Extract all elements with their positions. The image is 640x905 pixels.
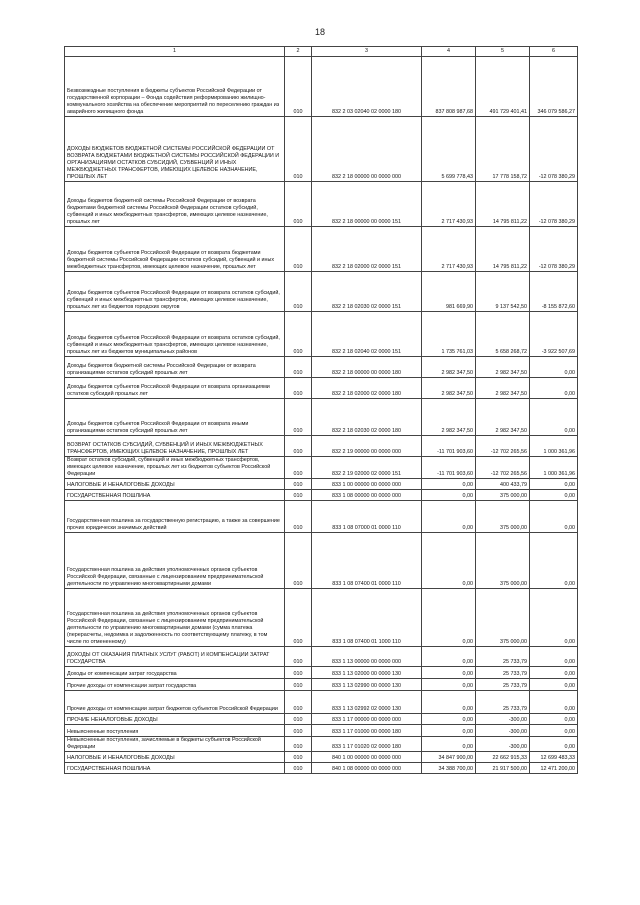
budget-classification-code-cell: 832 2 19 02000 02 0000 151 [312, 457, 422, 479]
table-row [65, 501, 578, 533]
unexecuted-value-cell: 346 079 586,27 [530, 57, 578, 117]
executed-value-cell: 2 982 347,50 [476, 399, 530, 436]
table-row [65, 490, 578, 501]
executed-value-cell: 25 733,79 [476, 679, 530, 691]
unexecuted-value-cell: -12 078 380,29 [530, 182, 578, 227]
budget-classification-code-cell: 832 2 18 02000 02 0000 180 [312, 378, 422, 399]
budget-classification-code-cell: 832 2 18 02040 02 0000 151 [312, 312, 422, 357]
approved-value-cell: 0,00 [422, 737, 476, 752]
approved-value-cell: 981 669,90 [422, 272, 476, 312]
unexecuted-value-cell: 0,00 [530, 647, 578, 667]
indicator-name-cell: ВОЗВРАТ ОСТАТКОВ СУБСИДИЙ, СУБВЕНЦИЙ И ИНЫХ МЕЖБЮДЖЕТНЫХ ТРАНСФЕРТОВ, ИМЕЮЩИХ ЦЕЛЕВОЕ НАЗНАЧЕНИЕ, ПРОШЛЫХ ЛЕТ [65, 436, 285, 457]
line-code-cell: 010 [285, 714, 312, 725]
line-code-cell: 010 [285, 501, 312, 533]
approved-value-cell: -11 701 903,60 [422, 436, 476, 457]
executed-value-cell: -300,00 [476, 714, 530, 725]
indicator-name-cell: ДОХОДЫ БЮДЖЕТОВ БЮДЖЕТНОЙ СИСТЕМЫ РОССИЙСКОЙ ФЕДЕРАЦИИ ОТ ВОЗВРАТА БЮДЖЕТАМИ БЮДЖЕТНОЙ СИСТЕМЫ РОССИЙСКОЙ ФЕДЕРАЦИИ И ОРГАНИЗАЦИЯМИ ОСТАТКОВ СУБСИДИЙ, СУБВЕНЦИЙ И ИНЫХ МЕЖБЮДЖЕТНЫХ ТРАНСФЕРТОВ, ИМЕЮЩИХ ЦЕЛЕВОЕ НАЗНАЧЕНИЕ, ПРОШЛЫХ ЛЕТ [65, 117, 285, 182]
budget-classification-code-cell: 833 1 00 00000 00 0000 000 [312, 479, 422, 490]
table-row [65, 479, 578, 490]
budget-classification-code-cell: 832 2 18 02030 02 0000 180 [312, 399, 422, 436]
indicator-name-cell: Доходы бюджетов бюджетной системы Российской Федерации от возврата организациями остатков субсидий прошлых лет [65, 357, 285, 378]
indicator-name-cell: Доходы бюджетов субъектов Российской Федерации от возврата иными организациями остатков субсидий прошлых лет [65, 399, 285, 436]
approved-value-cell: 0,00 [422, 490, 476, 501]
executed-value-cell: 375 000,00 [476, 501, 530, 533]
line-code-cell: 010 [285, 479, 312, 490]
budget-classification-code-cell: 833 1 17 00000 00 0000 000 [312, 714, 422, 725]
table-row [65, 647, 578, 667]
executed-value-cell: 21 917 500,00 [476, 763, 530, 774]
executed-value-cell: -300,00 [476, 725, 530, 737]
approved-value-cell: 1 735 761,03 [422, 312, 476, 357]
table-row [65, 399, 578, 436]
table-row [65, 378, 578, 399]
unexecuted-value-cell: 12 471 200,00 [530, 763, 578, 774]
approved-value-cell: -11 701 903,60 [422, 457, 476, 479]
column-number-row [65, 47, 578, 57]
approved-value-cell: 34 388 700,00 [422, 763, 476, 774]
line-code-cell: 010 [285, 436, 312, 457]
approved-value-cell: 2 982 347,50 [422, 357, 476, 378]
executed-value-cell: -300,00 [476, 737, 530, 752]
approved-value-cell: 0,00 [422, 589, 476, 647]
budget-classification-code-cell: 833 1 17 01020 02 0000 180 [312, 737, 422, 752]
budget-classification-code-cell: 833 1 08 07000 01 0000 110 [312, 501, 422, 533]
line-code-cell: 010 [285, 182, 312, 227]
column-number: 5 [476, 47, 530, 57]
table-row [65, 714, 578, 725]
approved-value-cell: 0,00 [422, 714, 476, 725]
line-code-cell: 010 [285, 457, 312, 479]
budget-classification-code-cell: 832 2 18 02000 02 0000 151 [312, 227, 422, 272]
approved-value-cell: 2 982 347,50 [422, 378, 476, 399]
unexecuted-value-cell: 0,00 [530, 679, 578, 691]
budget-classification-code-cell: 840 1 08 00000 00 0000 000 [312, 763, 422, 774]
unexecuted-value-cell: 0,00 [530, 479, 578, 490]
budget-classification-code-cell: 832 2 18 00000 00 0000 000 [312, 117, 422, 182]
executed-value-cell: 2 982 347,50 [476, 357, 530, 378]
budget-classification-code-cell: 833 1 17 01000 00 0000 180 [312, 725, 422, 737]
table-row [65, 117, 578, 182]
line-code-cell: 010 [285, 378, 312, 399]
approved-value-cell: 0,00 [422, 679, 476, 691]
table-row [65, 679, 578, 691]
line-code-cell: 010 [285, 227, 312, 272]
approved-value-cell: 0,00 [422, 647, 476, 667]
unexecuted-value-cell: 0,00 [530, 533, 578, 589]
column-number: 3 [312, 47, 422, 57]
line-code-cell: 010 [285, 737, 312, 752]
budget-classification-code-cell: 832 2 18 00000 00 0000 151 [312, 182, 422, 227]
unexecuted-value-cell: 0,00 [530, 714, 578, 725]
line-code-cell: 010 [285, 647, 312, 667]
approved-value-cell: 0,00 [422, 725, 476, 737]
approved-value-cell: 2 717 430,93 [422, 227, 476, 272]
budget-classification-code-cell: 833 1 13 02000 00 0000 130 [312, 667, 422, 679]
indicator-name-cell: ГОСУДАРСТВЕННАЯ ПОШЛИНА [65, 763, 285, 774]
budget-classification-code-cell: 833 1 08 07400 01 1000 110 [312, 589, 422, 647]
executed-value-cell: 9 137 542,50 [476, 272, 530, 312]
budget-classification-code-cell: 832 2 19 00000 00 0000 000 [312, 436, 422, 457]
table-row [65, 533, 578, 589]
column-number: 4 [422, 47, 476, 57]
indicator-name-cell: НАЛОГОВЫЕ И НЕНАЛОГОВЫЕ ДОХОДЫ [65, 479, 285, 490]
indicator-name-cell: Доходы бюджетов субъектов Российской Федерации от возврата организациями остатков субсидий прошлых лет [65, 378, 285, 399]
table-row [65, 457, 578, 479]
budget-classification-code-cell: 833 1 13 00000 00 0000 000 [312, 647, 422, 667]
executed-value-cell: 25 733,79 [476, 691, 530, 714]
unexecuted-value-cell: 0,00 [530, 378, 578, 399]
executed-value-cell: 25 733,79 [476, 667, 530, 679]
column-number: 2 [285, 47, 312, 57]
executed-value-cell: -12 702 265,56 [476, 436, 530, 457]
executed-value-cell: 491 729 401,41 [476, 57, 530, 117]
unexecuted-value-cell: 0,00 [530, 667, 578, 679]
budget-classification-code-cell: 833 1 13 02990 00 0000 130 [312, 679, 422, 691]
column-number: 1 [65, 47, 285, 57]
unexecuted-value-cell: 0,00 [530, 399, 578, 436]
unexecuted-value-cell: 0,00 [530, 357, 578, 378]
line-code-cell: 010 [285, 589, 312, 647]
approved-value-cell: 2 982 347,50 [422, 399, 476, 436]
indicator-name-cell: Доходы бюджетов субъектов Российской Федерации от возврата остатков субсидий, субвенций и иных межбюджетных трансфертов, имеющих целевое назначение, прошлых лет из бюджетов городских округов [65, 272, 285, 312]
executed-value-cell: 22 662 915,33 [476, 752, 530, 763]
executed-value-cell: 25 733,79 [476, 647, 530, 667]
table-row [65, 691, 578, 714]
indicator-name-cell: Государственная пошлина за государственную регистрацию, а также за совершение прочих юридически значимых действий [65, 501, 285, 533]
approved-value-cell: 837 808 987,68 [422, 57, 476, 117]
indicator-name-cell: Возврат остатков субсидий, субвенций и иных межбюджетных трансфертов, имеющих целевое назначение, прошлых лет из бюджетов субъектов Российской Федерации [65, 457, 285, 479]
line-code-cell: 010 [285, 691, 312, 714]
unexecuted-value-cell: 0,00 [530, 490, 578, 501]
budget-classification-code-cell: 833 1 13 02992 02 0000 130 [312, 691, 422, 714]
indicator-name-cell: ДОХОДЫ ОТ ОКАЗАНИЯ ПЛАТНЫХ УСЛУГ (РАБОТ) И КОМПЕНСАЦИИ ЗАТРАТ ГОСУДАРСТВА [65, 647, 285, 667]
indicator-name-cell: Прочие доходы от компенсации затрат государства [65, 679, 285, 691]
approved-value-cell: 0,00 [422, 691, 476, 714]
line-code-cell: 010 [285, 399, 312, 436]
budget-classification-code-cell: 840 1 00 00000 00 0000 000 [312, 752, 422, 763]
table-row [65, 667, 578, 679]
indicator-name-cell: Доходы от компенсации затрат государства [65, 667, 285, 679]
line-code-cell: 010 [285, 763, 312, 774]
unexecuted-value-cell: -12 078 380,29 [530, 117, 578, 182]
table-row [65, 737, 578, 752]
indicator-name-cell: Доходы бюджетов бюджетной системы Российской Федерации от возврата бюджетами бюджетной системы Российской Федерации остатков субсидий, субвенций и иных межбюджетных трансфертов, имеющих целевое назначение, прошлых лет [65, 182, 285, 227]
unexecuted-value-cell: 0,00 [530, 501, 578, 533]
indicator-name-cell: Невыясненные поступления [65, 725, 285, 737]
unexecuted-value-cell: 0,00 [530, 737, 578, 752]
line-code-cell: 010 [285, 272, 312, 312]
executed-value-cell: 5 658 268,72 [476, 312, 530, 357]
line-code-cell: 010 [285, 117, 312, 182]
budget-classification-code-cell: 832 2 18 02030 02 0000 151 [312, 272, 422, 312]
table-row [65, 182, 578, 227]
line-code-cell: 010 [285, 667, 312, 679]
table-row [65, 227, 578, 272]
indicator-name-cell: Государственная пошлина за действия уполномоченных органов субъектов Российской Федерации, связанные с лицензированием предпринимательской деятельности по управлению многоквартирными домами (сумма платежа (перерасчеты, недоимка и задолженность по соответствующему платежу, в том числе по отмененному) [65, 589, 285, 647]
table-row [65, 272, 578, 312]
line-code-cell: 010 [285, 725, 312, 737]
unexecuted-value-cell: 0,00 [530, 691, 578, 714]
indicator-name-cell: Прочие доходы от компенсации затрат бюджетов субъектов Российской Федерации [65, 691, 285, 714]
line-code-cell: 010 [285, 679, 312, 691]
line-code-cell: 010 [285, 752, 312, 763]
table-row [65, 763, 578, 774]
budget-classification-code-cell: 833 1 08 07400 01 0000 110 [312, 533, 422, 589]
executed-value-cell: 375 000,00 [476, 589, 530, 647]
indicator-name-cell: ГОСУДАРСТВЕННАЯ ПОШЛИНА [65, 490, 285, 501]
indicator-name-cell: Невыясненные поступления, зачисляемые в бюджеты субъектов Российской Федерации [65, 737, 285, 752]
table-row [65, 312, 578, 357]
indicator-name-cell: Доходы бюджетов субъектов Российской Федерации от возврата бюджетами бюджетной системы Российской Федерации остатков субсидий, субвенций и иных межбюджетных трансфертов, имеющих целевое назначение, прошлых лет [65, 227, 285, 272]
table-row [65, 725, 578, 737]
table-row [65, 357, 578, 378]
executed-value-cell: 17 778 158,72 [476, 117, 530, 182]
unexecuted-value-cell: 0,00 [530, 725, 578, 737]
executed-value-cell: 14 795 811,22 [476, 182, 530, 227]
approved-value-cell: 0,00 [422, 667, 476, 679]
indicator-name-cell: НАЛОГОВЫЕ И НЕНАЛОГОВЫЕ ДОХОДЫ [65, 752, 285, 763]
table-row [65, 752, 578, 763]
approved-value-cell: 2 717 430,93 [422, 182, 476, 227]
executed-value-cell: 375 000,00 [476, 490, 530, 501]
approved-value-cell: 34 847 900,00 [422, 752, 476, 763]
approved-value-cell: 5 699 778,43 [422, 117, 476, 182]
budget-classification-code-cell: 832 2 03 02040 02 0000 180 [312, 57, 422, 117]
table-row [65, 436, 578, 457]
unexecuted-value-cell: 1 000 361,96 [530, 436, 578, 457]
line-code-cell: 010 [285, 533, 312, 589]
line-code-cell: 010 [285, 312, 312, 357]
line-code-cell: 010 [285, 57, 312, 117]
executed-value-cell: 2 982 347,50 [476, 378, 530, 399]
line-code-cell: 010 [285, 490, 312, 501]
unexecuted-value-cell: -12 078 380,29 [530, 227, 578, 272]
budget-classification-code-cell: 832 2 18 00000 00 0000 180 [312, 357, 422, 378]
table-row [65, 589, 578, 647]
indicator-name-cell: Государственная пошлина за действия уполномоченных органов субъектов Российской Федерации, связанные с лицензированием предпринимательской деятельности по управлению многоквартирными домами [65, 533, 285, 589]
unexecuted-value-cell: 12 699 483,33 [530, 752, 578, 763]
approved-value-cell: 0,00 [422, 533, 476, 589]
indicator-name-cell: Безвозмездные поступления в бюджеты субъектов Российской Федерации от государственной корпорации – Фонда содействия реформированию жилищно-коммунального хозяйства на обеспечение мероприятий по переселению граждан из аварийного жилищного фонда [65, 57, 285, 117]
approved-value-cell: 0,00 [422, 479, 476, 490]
table-body [65, 57, 578, 774]
indicator-name-cell: Доходы бюджетов субъектов Российской Федерации от возврата остатков субсидий, субвенций и иных межбюджетных трансфертов, имеющих целевое назначение, прошлых лет из бюджетов муниципальных районов [65, 312, 285, 357]
executed-value-cell: 14 795 811,22 [476, 227, 530, 272]
unexecuted-value-cell: 1 000 361,96 [530, 457, 578, 479]
budget-classification-code-cell: 833 1 08 00000 00 0000 000 [312, 490, 422, 501]
column-number: 6 [530, 47, 578, 57]
unexecuted-value-cell: -8 155 872,60 [530, 272, 578, 312]
indicator-name-cell: ПРОЧИЕ НЕНАЛОГОВЫЕ ДОХОДЫ [65, 714, 285, 725]
executed-value-cell: 375 000,00 [476, 533, 530, 589]
unexecuted-value-cell: -3 922 507,69 [530, 312, 578, 357]
executed-value-cell: -12 702 265,56 [476, 457, 530, 479]
revenue-table [64, 46, 578, 774]
approved-value-cell: 0,00 [422, 501, 476, 533]
table-row [65, 57, 578, 117]
line-code-cell: 010 [285, 357, 312, 378]
executed-value-cell: 400 433,79 [476, 479, 530, 490]
page-number: 18 [314, 27, 325, 37]
unexecuted-value-cell: 0,00 [530, 589, 578, 647]
